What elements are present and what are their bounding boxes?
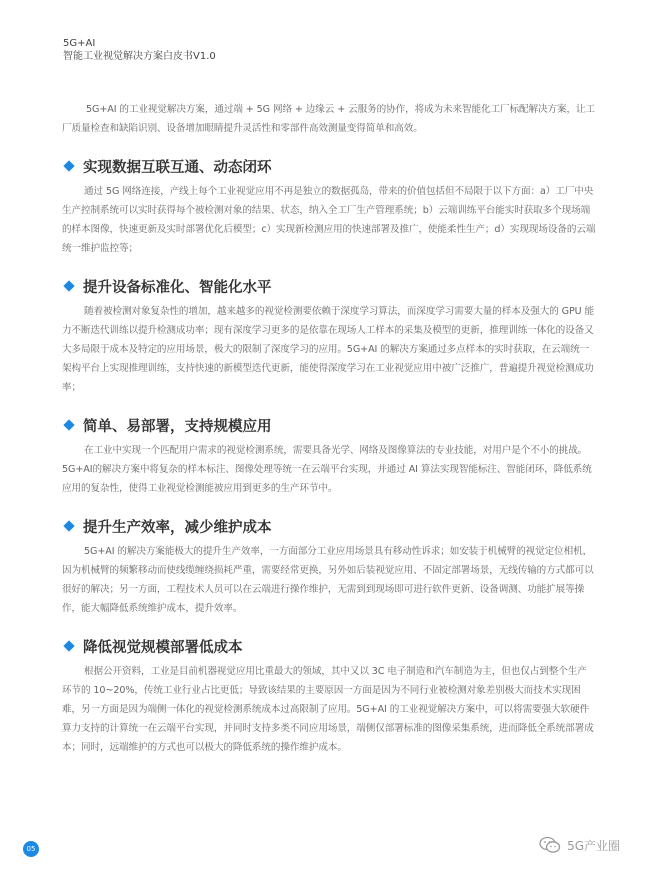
diamond-bullet-icon [63, 640, 74, 651]
section-efficiency [62, 515, 596, 618]
section-body: 在工业中实现一个匹配用户需求的视觉检测系统，需要具备光学、网络及图像算法的专业技能，对用户是个不小的挑战。5G+AI的解决方案中将复杂的样本标注、图像处理等统一在云端平台实现，并通过 AI 算法实现智能标注、智能闭环，降低系统应用的复杂性，使得工业视觉检测能被应用到更多的生产环节中。 [62, 445, 592, 494]
document-header [63, 37, 216, 63]
header-line-1: 5G+AI [63, 38, 96, 49]
section-cost-reduction [62, 635, 596, 757]
section-title: 提升设备标准化、智能化水平 [83, 279, 272, 296]
intro-paragraph: 5G+AI 的工业视觉解决方案，通过端 + 5G 网络 + 边缘云 + 云服务的协作，将成为未来智能化工厂标配解决方案，让工厂质量检查和缺陷识别、设备增加眼睛提升灵活性和零部件高效测量变得简单和高效。 [62, 104, 595, 134]
section-title-row [62, 515, 596, 537]
section-body: 随着被检测对象复杂性的增加，越来越多的视觉检测要依赖于深度学习算法，而深度学习需要大量的样本及强大的 GPU 能力不断迭代训练以提升检测成功率；现有深度学习更多的是依靠在现场人工样本的采集及模型的更新，推理训练一体化的设备又大多局限于成本及特定的应用场景，极大的限制了深度学习的应用。5G+AI 的解决方案通过多点样本的实时获取，在云端统一架构平台上实现推理训练，支持快速的新模型迭代更新，能使得深度学习在工业视觉应用中被广泛推广，普遍提升视觉检测成功率； [62, 306, 595, 393]
section-title-row [62, 635, 596, 657]
watermark [539, 836, 620, 854]
section-title: 实现数据互联互通、动态闭环 [83, 159, 272, 176]
watermark-text: 5G产业圈 [567, 838, 620, 853]
main-content [62, 100, 596, 757]
diamond-bullet-icon [63, 280, 74, 291]
section-title: 降低视觉规模部署低成本 [83, 639, 243, 656]
diamond-bullet-icon [63, 520, 74, 531]
section-body: 通过 5G 网络连接，产线上每个工业视觉应用不再是独立的数据孤岛，带来的价值包括但不局限于以下方面：a）工厂中央生产控制系统可以实时获得每个被检测对象的结果、状态，纳入全工厂生产管理系统；b）云端训练平台能实时获取多个现场端的样本图像，快速更新及实时部署优化后模型；c）实现新检测应用的快速部署及推广，使能柔性生产；d）实现现场设备的云端统一维护监控等； [62, 186, 596, 254]
section-data-interconnect [62, 155, 596, 258]
diamond-bullet-icon [63, 419, 74, 430]
section-title: 提升生产效率，减少维护成本 [83, 519, 272, 536]
wechat-icon [539, 836, 561, 854]
diamond-bullet-icon [63, 160, 74, 171]
section-body: 5G+AI 的解决方案能极大的提升生产效率，一方面部分工业应用场景具有移动性诉求；如安装于机械臂的视觉定位相机，因为机械臂的频繁移动而使线缆缠绕损耗严重，需要经常更换，另外如后装视觉应用、不固定部署场景，无线传输的方式都可以很好的解决；另一方面，工程技术人员可以在云端进行操作维护，无需到到现场即可进行软件更新、设备调测、功能扩展等操作，能大幅降低系统维护成本，提升效率。 [62, 546, 594, 614]
page-number-badge: 05 [23, 841, 39, 857]
section-standardization [62, 275, 596, 397]
section-body: 根据公开资料，工业是目前机器视觉应用比重最大的领域，其中又以 3C 电子制造和汽车制造为主，但也仅占到整个生产环节的 10~20%，传统工业行业占比更低；导致该结果的主要原因一方面是因为不同行业被检测对象差别极大而技术实现困难，另一方面是因为端侧一体化的视觉检测系统成本过高限制了应用。5G+AI 的工业视觉解决方案中，可以将需要强大软硬件算力支持的计算统一在云端平台实现，并同时支持多类不同应用场景，端侧仅部署标准的图像采集系统，进而降低全系统部署成本；同时，远端维护的方式也可以极大的降低系统的操作维护成本。 [62, 666, 594, 753]
header-line-2: 智能工业视觉解决方案白皮书V1.0 [63, 51, 216, 62]
section-title-row [62, 414, 596, 436]
section-title-row [62, 155, 596, 177]
section-easy-deploy [62, 414, 596, 498]
section-title-row [62, 275, 596, 297]
section-title: 简单、易部署，支持规模应用 [83, 418, 272, 435]
